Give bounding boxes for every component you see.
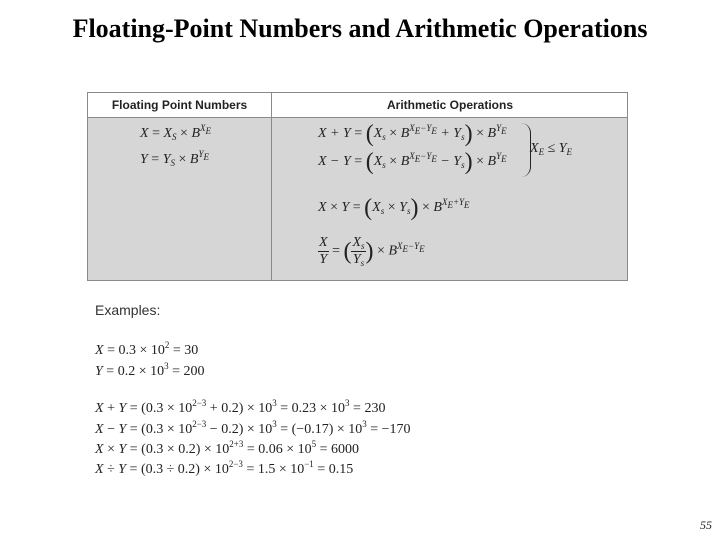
example-subtraction: $X - Y = (0.3 \times 10^{2-3} - 0.2) \times 10^3 = (-0.17) \times 10^3 = -170$ <box>95 419 411 437</box>
example-x-value: $X = 0.3 \times 10^2 = 30$ <box>95 340 199 358</box>
formula-addition: $X + Y = (X_s \times B^{X_E-Y_E} + Y_s) \times B^{Y_E}$ <box>318 121 507 147</box>
example-y-value: $Y = 0.2 \times 10^3 = 200$ <box>95 361 205 379</box>
example-division: $X \div Y = (0.3 \div 0.2) \times 10^{2-3} = 1.5 \times 10^{-1} = 0.15$ <box>95 459 354 477</box>
page-number: 55 <box>700 518 712 532</box>
example-multiplication: $X \times Y = (0.3 \times 0.2) \times 10^{2+3} = 0.06 \times 10^5 = 6000$ <box>95 439 360 457</box>
slide-title: Floating-Point Numbers and Arithmetic Operations <box>72 14 648 43</box>
condition-exponent: $X_E \le Y_E$ <box>530 141 573 157</box>
formula-division: $\frac{X}{Y}$ = ( $\frac{X_s}{Y_s}$ ) × $B^{X_E-Y_E}$ <box>319 235 425 268</box>
formula-table <box>87 92 628 281</box>
header-arithmetic-operations: Arithmetic Operations <box>386 98 514 112</box>
formula-multiplication: $X \times Y = (X_s \times Y_s) \times B^{X_E+Y_E}$ <box>318 195 470 221</box>
formula-subtraction: $X - Y = (X_s \times B^{X_E-Y_E} - Y_s) \times B^{Y_E}$ <box>318 149 507 175</box>
table-header <box>88 93 627 118</box>
example-addition: $X + Y = (0.3 \times 10^{2-3} + 0.2) \times 10^3 = 0.23 \times 10^3 = 230$ <box>95 398 386 416</box>
column-divider <box>271 93 272 280</box>
examples-label: Examples: <box>95 302 161 318</box>
header-floating-point-numbers: Floating Point Numbers <box>111 98 248 112</box>
formula-x-definition: $X = X_S \times B^{X_E}$ <box>140 123 211 142</box>
formula-y-definition: $Y = Y_S \times B^{Y_E}$ <box>140 149 209 168</box>
